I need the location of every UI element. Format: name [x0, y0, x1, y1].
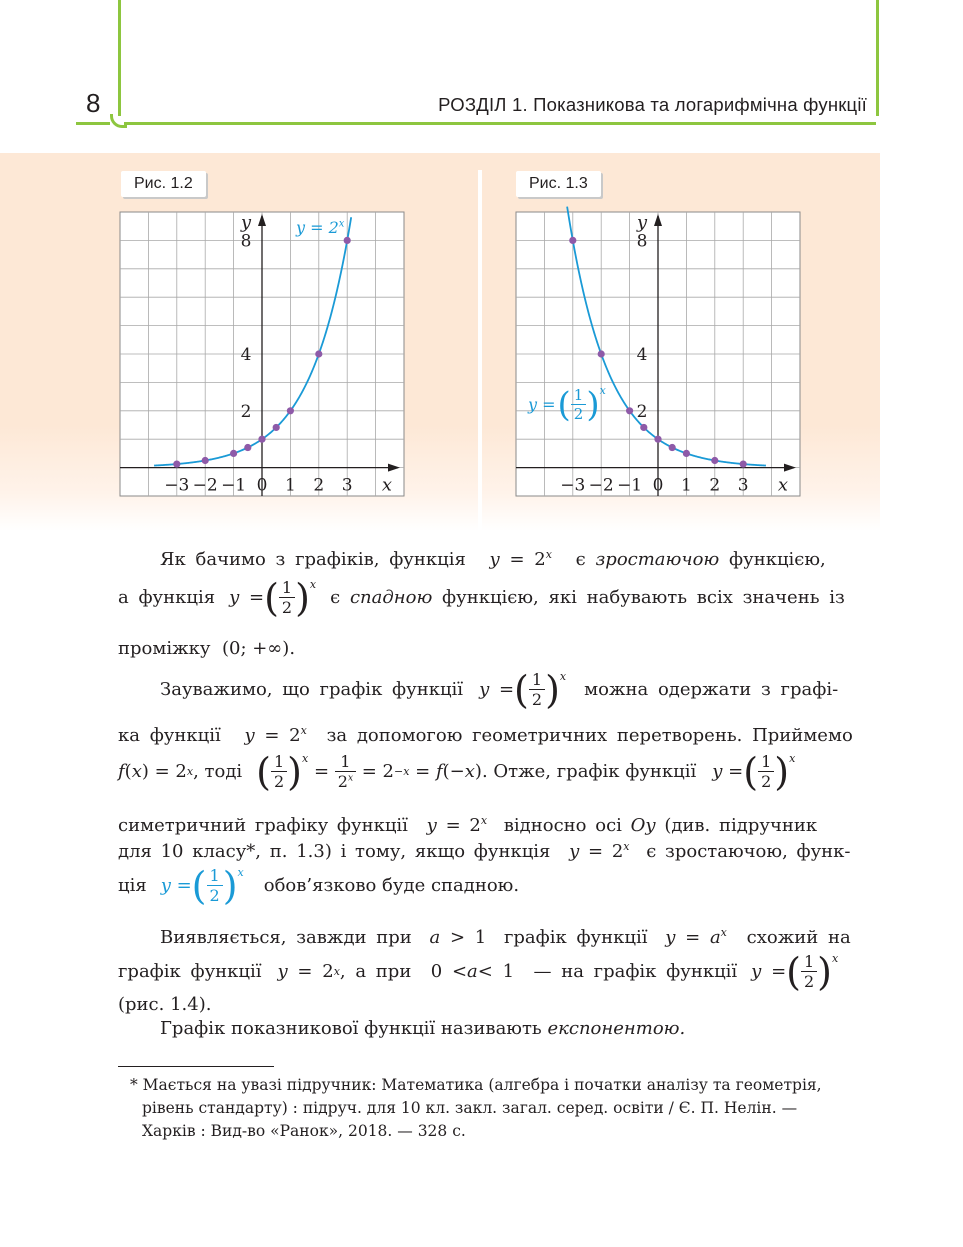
formula-label-half-x: y = ( $\frac{1}{2}$ ) x — [528, 384, 606, 425]
data-point — [287, 407, 294, 414]
x-tick-label: 0 — [652, 475, 664, 496]
y-tick-label: 8 — [240, 231, 252, 252]
x-tick-label: 3 — [341, 475, 353, 496]
data-point — [740, 460, 747, 467]
paragraph-3-line-2: графік функції y = 2 x , а при 0 < a < 1 — на графік функції y = ( $\frac{1}{2}$ ) x — [118, 949, 839, 994]
data-point — [244, 444, 251, 451]
data-point — [230, 450, 237, 457]
paragraph-1-line-3: проміжку (0; +∞). — [118, 638, 296, 659]
footnote — [130, 1074, 880, 1143]
y-axis-label: y — [636, 212, 648, 233]
figure-label-1-2: Рис. 1.2 — [121, 171, 206, 197]
x-tick-label: −1 — [617, 475, 643, 496]
x-tick-label: 1 — [680, 475, 692, 496]
paragraph-3-line-1: Виявляється, завжди при a > 1 графік функції $y = a^x$ схожий на — [160, 926, 851, 948]
data-point — [626, 407, 633, 414]
paragraph-2-line-2: ка функції $y = 2^x$ за допомогою геометричних перетворень. Приймемо — [118, 724, 853, 746]
x-tick-label: 1 — [284, 475, 296, 496]
footnote-line-3: Харків : Вид-во «Ранок», 2018. — 328 с. — [142, 1122, 466, 1140]
paragraph-2-line-3: f ( x ) = 2 x , тоді ( $\frac{1}{2}$ ) x = $\frac{1}{2^x}$ = 2 −x = f (− x ) . Отже, графік функції y = ( $\frac{1}{2}$ ) x — [118, 749, 796, 794]
paragraph-2-line-4: симетричний графіку функції $y = 2^x$ відносно осі Oy (див. підручник — [118, 814, 818, 836]
data-point — [173, 460, 180, 467]
paragraph-1-line-2: а функція y = ( $\frac{1}{2}$ ) x є спадною функцією, які набувають всіх значень із — [118, 575, 845, 620]
data-point — [569, 237, 576, 244]
x-tick-label: 0 — [256, 475, 268, 496]
data-point — [598, 350, 605, 357]
data-point — [640, 424, 647, 431]
x-tick-label: 2 — [709, 475, 721, 496]
header-corner — [110, 114, 127, 128]
header-rule-bottom — [124, 122, 876, 125]
footnote-line-1: * Мається на увазі підручник: Математика (алгебра і початки аналізу та геометрія, — [130, 1076, 822, 1094]
chapter-title: РОЗДІЛ 1. Показникова та логарифмічна функції — [438, 94, 867, 115]
x-tick-label: −2 — [588, 475, 614, 496]
page-number: 8 — [86, 88, 101, 118]
x-tick-label: 2 — [313, 475, 325, 496]
data-point — [683, 450, 690, 457]
formula-label-2x: $y = 2^x$ — [296, 218, 345, 237]
y-tick-label: 4 — [240, 345, 252, 365]
paragraph-3-line-3: (рис. 1.4). — [118, 994, 212, 1015]
y-tick-label: 2 — [240, 401, 252, 422]
footnote-line-2: рівень стандарту) : підруч. для 10 кл. закл. загал. серед. освіти / Є. П. Нелін. — — [142, 1099, 798, 1117]
x-axis-label: x — [777, 474, 789, 496]
x-tick-label: −3 — [560, 475, 586, 496]
x-tick-label: −1 — [221, 475, 247, 496]
y-axis-label: y — [240, 212, 252, 233]
data-point — [315, 350, 322, 357]
data-point — [711, 457, 718, 464]
footnote-rule — [118, 1066, 274, 1067]
data-point — [258, 436, 265, 443]
x-axis-label: x — [381, 474, 393, 496]
paragraph-2-line-6: ція y = ( $\frac{1}{2}$ ) x обов’язково буде спадною. — [118, 863, 520, 908]
header-rule-vertical — [118, 0, 121, 116]
data-point — [669, 444, 676, 451]
paragraph-4: Графік показникової функції називають експонентою. — [160, 1018, 686, 1039]
y-tick-label: 4 — [636, 345, 648, 365]
header-rule-left — [76, 122, 110, 125]
paragraph-2-line-1: Зауважимо, що графік функції y = ( $\frac{1}{2}$ ) x можна одержати з графі- — [160, 667, 839, 712]
data-point — [654, 436, 661, 443]
x-tick-label: −2 — [192, 475, 218, 496]
paragraph-1-line-1: Як бачимо з графіків, функція $y = 2^x$ є зростаючою функцією, — [160, 548, 826, 570]
paragraph-2-line-5: для 10 класу*, п. 1.3) і тому, якщо функція $y = 2^x$ є зростаючою, функ- — [118, 840, 851, 862]
x-tick-label: −3 — [164, 475, 190, 496]
y-tick-label: 8 — [636, 231, 648, 252]
x-tick-label: 3 — [737, 475, 749, 496]
data-point — [273, 424, 280, 431]
graph-exponential-base-half — [514, 210, 804, 500]
data-point — [344, 237, 351, 244]
figure-divider — [478, 170, 482, 530]
y-tick-label: 2 — [636, 401, 648, 422]
figure-label-1-3: Рис. 1.3 — [516, 171, 601, 197]
graph-exponential-base-2 — [118, 210, 408, 500]
header-rule-right — [876, 0, 879, 116]
data-point — [202, 457, 209, 464]
